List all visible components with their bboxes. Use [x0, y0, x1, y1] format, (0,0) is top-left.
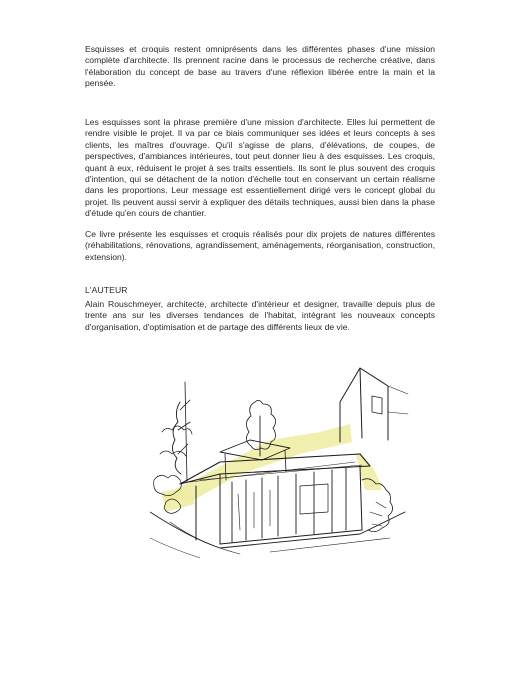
book-paragraph: Ce livre présente les esquisses et croquis réalisés pour dix projets de natures différentes (réhabilitations, rénovations, agrandissement, aménagements, réorganisation, construction, extension).	[85, 229, 435, 262]
sketches-paragraph: Les esquisses sont la phrase première d'une mission d'architecte. Elles lui permettent de rendre visible le projet. Il va par ce biais communiquer ses idées et leurs concepts à ses clients, les maîtres d'ouvrage. Qu'il s'agisse de plans, d'élévations, de coupes, de perspectives, d'ambiances intérieures, tout peut donner lieu à des esquisses. Les croquis, quant à eux, réduisent le projet à ses traits essentiels. Ils sont le plus souvent des croquis d'intention, qui se détachent de la notion d'échelle tout en conservant un certain réalisme dans les proportions. Leur message est essentiellement dirigé vers le concept global du projet. Ils peuvent aussi servir à expliquer des détails techniques, aussi bien dans la phase d'étude qu'en cours de chantier.	[85, 117, 435, 219]
author-paragraph: Alain Rouschmeyer, architecte, architecte d'intérieur et designer, travaille depuis plus de trente ans sur les diverses tendances de l'habitat, intégrant les nouveaux concepts d'organisation, d'optimisation et de partage des différents lieux de vie.	[85, 299, 435, 332]
author-heading: L'AUTEUR	[85, 285, 128, 295]
architectural-sketch-illustration	[150, 362, 410, 562]
intro-paragraph: Esquisses et croquis restent omniprésents dans les différentes phases d'une mission complète d'architecte. Ils prennent racine dans le processus de recherche créative, dans l'élaboration du concept de base au travers d'une réflexion libérée entre la main et la pensée.	[85, 44, 435, 89]
